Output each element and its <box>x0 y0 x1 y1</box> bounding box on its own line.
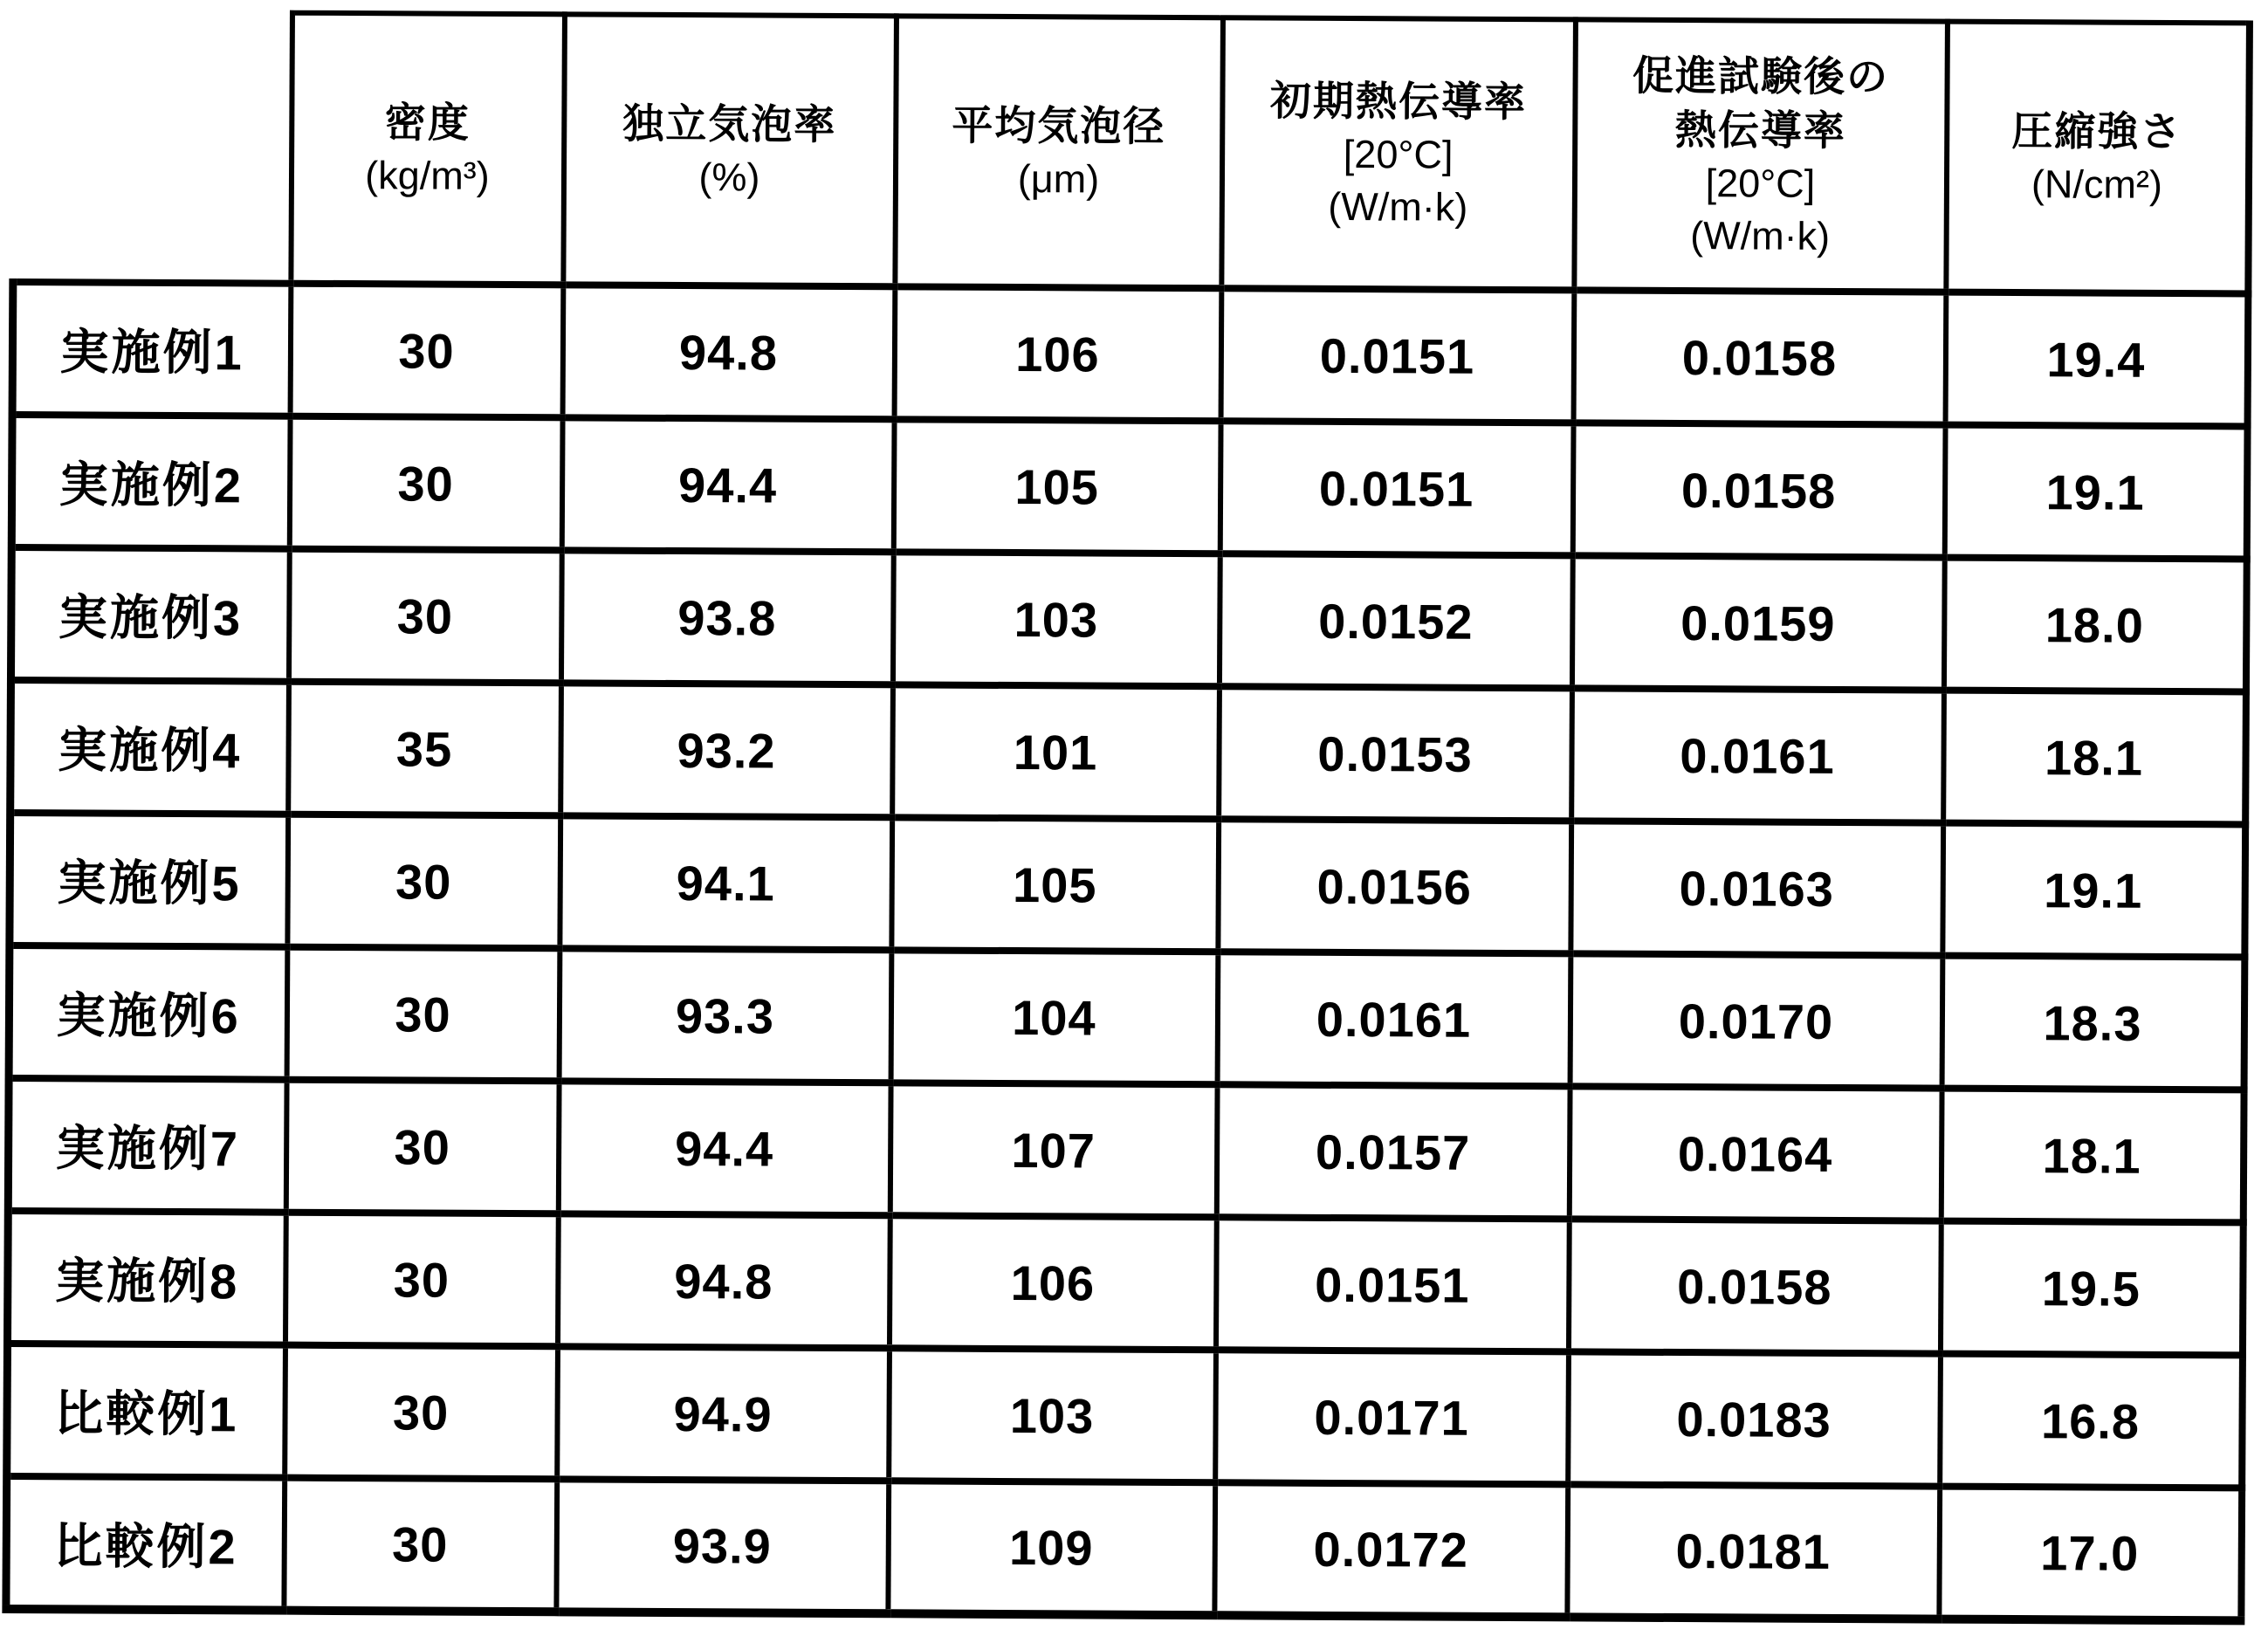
table-row <box>10 547 2246 691</box>
cell-post-test-thermal-conductivity: 0.0158 <box>1572 423 1945 557</box>
cell-density: 30 <box>286 947 560 1082</box>
header-unit-line: (N/cm²) <box>2031 161 2163 207</box>
cell-closed-cell-rate: 93.3 <box>559 948 891 1083</box>
cell-closed-cell-rate: 94.1 <box>560 815 892 950</box>
cell-avg-cell-diameter: 106 <box>894 286 1221 421</box>
cell-compressive-strength: 18.0 <box>1943 558 2246 692</box>
row-label: 比較例1 <box>7 1344 285 1478</box>
cell-compressive-strength: 19.1 <box>1942 823 2245 958</box>
cell-compressive-strength: 19.5 <box>1940 1221 2243 1356</box>
table-row <box>7 1211 2243 1355</box>
header-row <box>13 11 2250 293</box>
cell-initial-thermal-conductivity: 0.0157 <box>1216 1084 1570 1219</box>
cell-density: 30 <box>285 1213 558 1347</box>
col-header-compressive-strength <box>1946 22 2250 294</box>
col-header-initial-thermal-conductivity <box>1221 17 1576 290</box>
cell-initial-thermal-conductivity: 0.0171 <box>1215 1350 1569 1484</box>
header-title-line: 独立気泡率 <box>622 100 837 148</box>
cell-density: 30 <box>285 1080 559 1214</box>
cell-initial-thermal-conductivity: 0.0151 <box>1215 1217 1569 1351</box>
cell-post-test-thermal-conductivity: 0.0183 <box>1568 1351 1941 1486</box>
row-label: 実施例3 <box>10 547 289 682</box>
header-unit-line: (W/m·k) <box>1328 183 1468 230</box>
cell-closed-cell-rate: 94.8 <box>562 285 895 419</box>
row-label: 実施例8 <box>7 1211 285 1345</box>
cell-density: 30 <box>284 1478 557 1612</box>
cell-avg-cell-diameter: 103 <box>889 1348 1216 1482</box>
header-unit-line: (μm) <box>1017 155 1100 202</box>
cell-initial-thermal-conductivity: 0.0152 <box>1219 553 1572 688</box>
header-title-line: 圧縮強さ <box>2011 107 2183 155</box>
cell-closed-cell-rate: 93.2 <box>560 683 893 817</box>
cell-post-test-thermal-conductivity: 0.0161 <box>1571 688 1944 822</box>
cell-density: 30 <box>288 549 561 684</box>
cell-post-test-thermal-conductivity: 0.0170 <box>1570 953 1942 1088</box>
cell-post-test-thermal-conductivity: 0.0163 <box>1570 821 1943 955</box>
cell-density: 35 <box>288 682 561 816</box>
header-title-line: 密度 <box>384 99 471 146</box>
cell-closed-cell-rate: 94.4 <box>558 1081 890 1215</box>
header-unit-line: [20°C] <box>1705 161 1816 206</box>
table-row <box>8 1078 2244 1222</box>
cell-avg-cell-diameter: 103 <box>892 552 1220 686</box>
cell-closed-cell-rate: 93.8 <box>560 550 893 684</box>
cell-post-test-thermal-conductivity: 0.0159 <box>1571 555 1944 690</box>
cell-closed-cell-rate: 94.9 <box>557 1346 890 1481</box>
row-label: 実施例4 <box>10 680 289 815</box>
cell-initial-thermal-conductivity: 0.0151 <box>1220 421 1573 555</box>
header-unit-line: [20°C] <box>1343 132 1454 177</box>
table-row <box>12 282 2248 426</box>
cell-compressive-strength: 16.8 <box>1940 1354 2243 1488</box>
row-label: 実施例2 <box>11 415 290 549</box>
cell-closed-cell-rate: 93.9 <box>556 1479 889 1613</box>
cell-post-test-thermal-conductivity: 0.0158 <box>1573 290 1946 424</box>
table-row <box>9 945 2244 1090</box>
cell-compressive-strength: 18.1 <box>1941 1089 2244 1223</box>
row-label: 実施例6 <box>9 945 287 1080</box>
cell-compressive-strength: 19.1 <box>1944 425 2247 560</box>
cell-avg-cell-diameter: 105 <box>891 817 1219 952</box>
table-row <box>11 415 2247 559</box>
table-row <box>7 1344 2243 1488</box>
corner-cell <box>13 11 292 284</box>
cell-compressive-strength: 18.3 <box>1942 956 2244 1090</box>
cell-post-test-thermal-conductivity: 0.0181 <box>1567 1484 1940 1619</box>
row-label: 実施例1 <box>12 282 291 416</box>
properties-table <box>2 9 2252 1625</box>
col-header-closed-cell-rate <box>563 14 897 286</box>
header-unit-line: (W/m·k) <box>1690 212 1831 258</box>
cell-initial-thermal-conductivity: 0.0151 <box>1220 288 1574 423</box>
cell-avg-cell-diameter: 101 <box>892 684 1220 819</box>
cell-initial-thermal-conductivity: 0.0172 <box>1214 1482 1568 1617</box>
table-row <box>10 680 2246 824</box>
cell-avg-cell-diameter: 106 <box>889 1215 1216 1350</box>
header-title-line: 熱伝導率 <box>1674 107 1846 155</box>
table-row <box>10 813 2245 957</box>
row-label: 比較例2 <box>6 1476 285 1611</box>
cell-initial-thermal-conductivity: 0.0153 <box>1219 686 1572 821</box>
header-title-line: 初期熱伝導率 <box>1269 77 1528 126</box>
cell-closed-cell-rate: 94.8 <box>557 1213 890 1348</box>
header-unit-line: (kg/m³) <box>365 152 490 198</box>
cell-avg-cell-diameter: 104 <box>890 950 1218 1084</box>
col-header-avg-cell-diameter <box>895 16 1223 288</box>
row-label: 実施例5 <box>10 813 288 947</box>
cell-compressive-strength: 17.0 <box>1939 1487 2242 1621</box>
cell-density: 30 <box>289 416 562 551</box>
cell-initial-thermal-conductivity: 0.0161 <box>1217 952 1570 1086</box>
col-header-post-test-thermal-conductivity <box>1574 19 1948 292</box>
cell-post-test-thermal-conductivity: 0.0164 <box>1569 1086 1942 1220</box>
cell-compressive-strength: 19.4 <box>1945 292 2248 427</box>
header-title-line: 平均気泡径 <box>952 101 1166 149</box>
cell-density: 30 <box>285 1345 558 1480</box>
cell-closed-cell-rate: 94.4 <box>561 417 894 552</box>
col-header-density <box>291 13 565 285</box>
header-unit-line: (%) <box>698 154 760 200</box>
cell-initial-thermal-conductivity: 0.0156 <box>1218 819 1571 953</box>
table-row <box>6 1476 2242 1620</box>
cell-avg-cell-diameter: 109 <box>888 1481 1215 1615</box>
cell-avg-cell-diameter: 107 <box>890 1083 1217 1217</box>
header-title-line: 促進試験後の <box>1632 52 1890 100</box>
cell-avg-cell-diameter: 105 <box>893 419 1220 553</box>
cell-density: 30 <box>287 815 560 949</box>
cell-post-test-thermal-conductivity: 0.0158 <box>1568 1219 1941 1353</box>
cell-compressive-strength: 18.1 <box>1943 691 2246 825</box>
cell-density: 30 <box>290 284 563 418</box>
row-label: 実施例7 <box>8 1078 286 1213</box>
